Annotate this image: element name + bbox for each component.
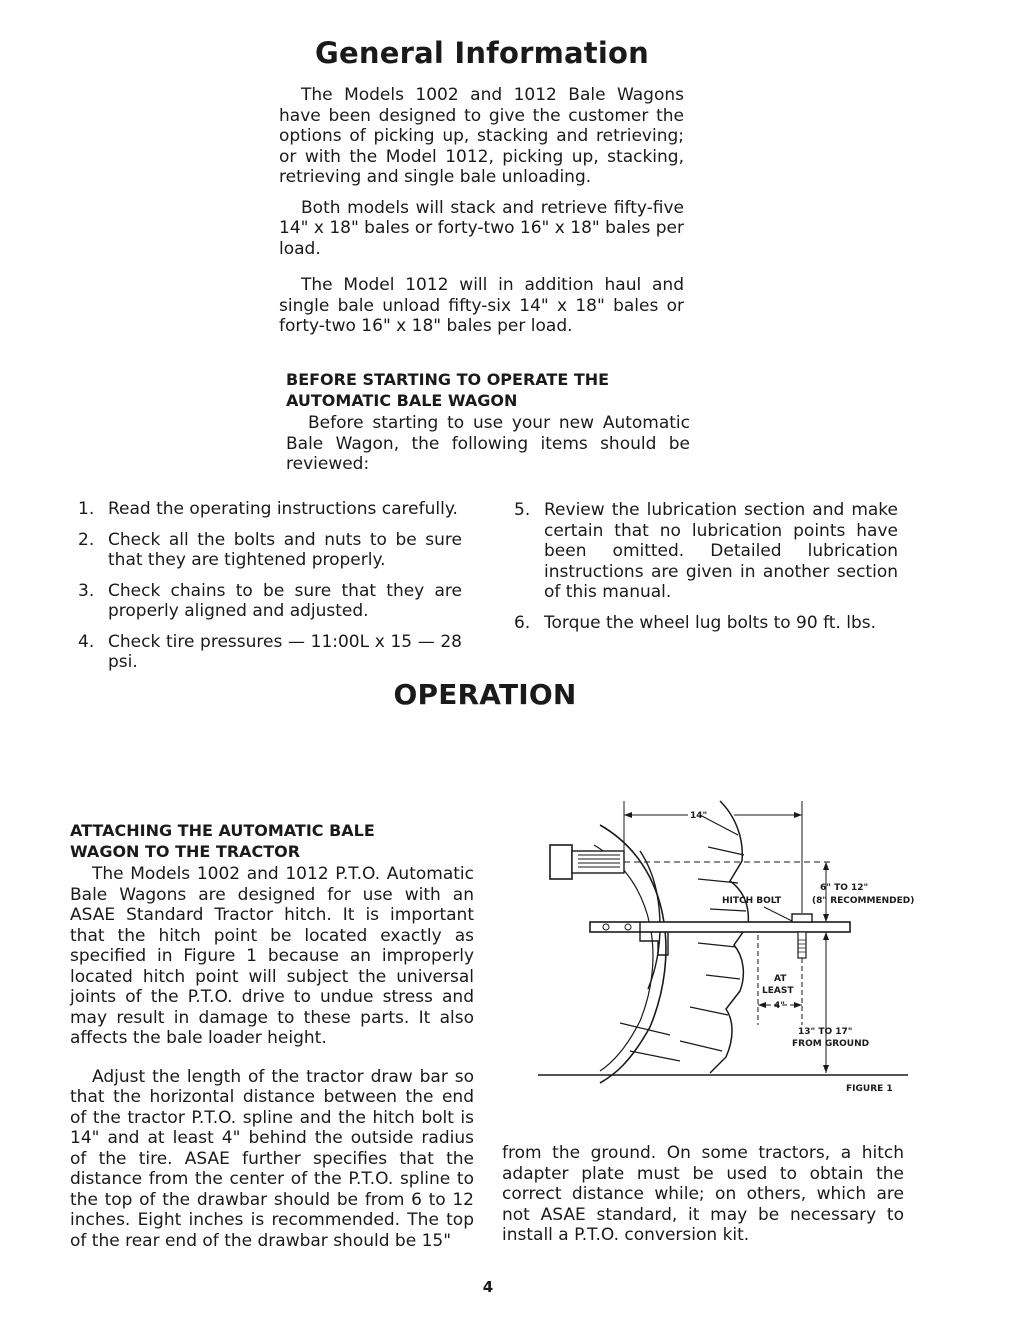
checklist-left — [78, 499, 462, 673]
page-title: General Information — [315, 36, 649, 70]
list-item — [78, 499, 462, 520]
tire-tread — [710, 801, 748, 1073]
list-item — [514, 500, 898, 603]
least-label: LEAST — [762, 986, 794, 996]
figure-1-hitch-diagram — [530, 795, 915, 1100]
attaching-heading-line-1: ATTACHING THE AUTOMATIC BALE — [70, 821, 375, 840]
general-text-block — [279, 85, 684, 337]
general-paragraph-3: The Model 1012 will in addition haul and single bale unload fifty-six 14" x 18" bales or forty-two 16" x 18" bales per load. — [279, 275, 684, 336]
operation-title: OPERATION — [393, 678, 577, 711]
at-label: AT — [774, 974, 787, 984]
attaching-paragraph-3-block — [502, 1143, 904, 1246]
range-13-17-label: 13" TO 17" — [798, 1027, 853, 1037]
attaching-paragraph-3: from the ground. On some tractors, a hitch adapter plate must be used to obtain the correct distance while; on others, which are not ASAE standard, it may be necessary to install a P.T.O. conversion kit. — [502, 1143, 904, 1245]
rim-arc — [640, 851, 660, 989]
attaching-section — [70, 820, 474, 1251]
before-starting-heading-line-2: AUTOMATIC BALE WAGON — [286, 391, 518, 410]
list-item-text: Torque the wheel lug bolts to 90 ft. lbs. — [544, 612, 877, 633]
page-number: 4 — [482, 1278, 494, 1296]
list-item-number: 2. — [78, 529, 95, 550]
list-item-text: Check tire pressures — 11:00L x 15 — 28 psi. — [108, 631, 462, 672]
recommended-label: (8" RECOMMENDED) — [812, 896, 915, 906]
attaching-paragraph-2: Adjust the length of the tractor draw bar so that the horizontal distance between the end of the tractor P.T.O. spline and the hitch bolt is 14" and at least 4" behind the outside radius of the tire. ASAE further specifies that the distance from the center of the P.T.O. spline to the top of the drawbar should be from 6 to 12 inches. Eight inches is recommended. The top of the rear end of the drawbar should be 15" — [70, 1066, 474, 1251]
list-item-text: Check chains to be sure that they are properly aligned and adjusted. — [108, 580, 462, 621]
hitch-bolt-leader — [764, 907, 792, 921]
list-item-number: 4. — [78, 631, 95, 652]
list-item-number: 3. — [78, 580, 95, 601]
dimension-4-label: 4" — [774, 1001, 785, 1011]
from-ground-label: FROM GROUND — [792, 1039, 870, 1049]
attaching-heading-line-2: WAGON TO THE TRACTOR — [70, 842, 301, 861]
before-starting-section — [286, 369, 690, 475]
figure-caption: FIGURE 1 — [846, 1084, 893, 1094]
hitch-bolt-label: HITCH BOLT — [722, 896, 782, 906]
list-item-text: Check all the bolts and nuts to be sure that they are tightened properly. — [108, 529, 462, 570]
drawbar-hole — [625, 924, 631, 930]
range-6-12-label: 6" TO 12" — [820, 883, 869, 893]
attaching-paragraph-1: The Models 1002 and 1012 P.T.O. Automatic Bale Wagons are designed for use with an ASAE Standard Tractor hitch. It is important that the hitch point be located exactly as specified in Figure 1 because an improperly located hitch point will subject the universal joints of the P.T.O. drive to undue stress and may result in damage to these parts. It also affects the bale loader height. — [70, 864, 474, 1048]
list-item — [78, 530, 462, 571]
before-starting-intro: Before starting to use your new Automatic Bale Wagon, the following items should be reviewed: — [286, 413, 690, 474]
hitch-bolt-shank — [798, 932, 806, 958]
list-item-text: Review the lubrication section and make certain that no lubrication points have been omitted. Detailed lubrication instructions are given in another section of this manual. — [544, 500, 898, 602]
pto-housing — [550, 845, 572, 879]
list-item-number: 6. — [514, 612, 531, 633]
list-item-number: 1. — [78, 499, 95, 519]
pto-spline — [572, 851, 624, 873]
checklist-right — [514, 500, 898, 633]
list-item — [514, 613, 898, 634]
drawbar-hole — [603, 924, 609, 930]
list-item — [78, 632, 462, 673]
hitch-bolt-head — [792, 914, 812, 922]
list-item — [78, 581, 462, 622]
general-paragraph-1: The Models 1002 and 1012 Bale Wagons have been designed to give the customer the options of picking up, stacking and retrieving; or with the Model 1012, picking up, stacking, retrieving and single bale unloading. — [279, 85, 684, 187]
general-paragraph-2: Both models will stack and retrieve fifty-five 14" x 18" bales or forty-two 16" x 18" bales per load. — [279, 197, 684, 259]
list-item-number: 5. — [514, 500, 531, 520]
dimension-14-label: 14" — [690, 811, 708, 821]
list-item-text: Read the operating instructions carefully. — [108, 499, 458, 519]
before-starting-heading-line-1: BEFORE STARTING TO OPERATE THE — [286, 370, 610, 389]
